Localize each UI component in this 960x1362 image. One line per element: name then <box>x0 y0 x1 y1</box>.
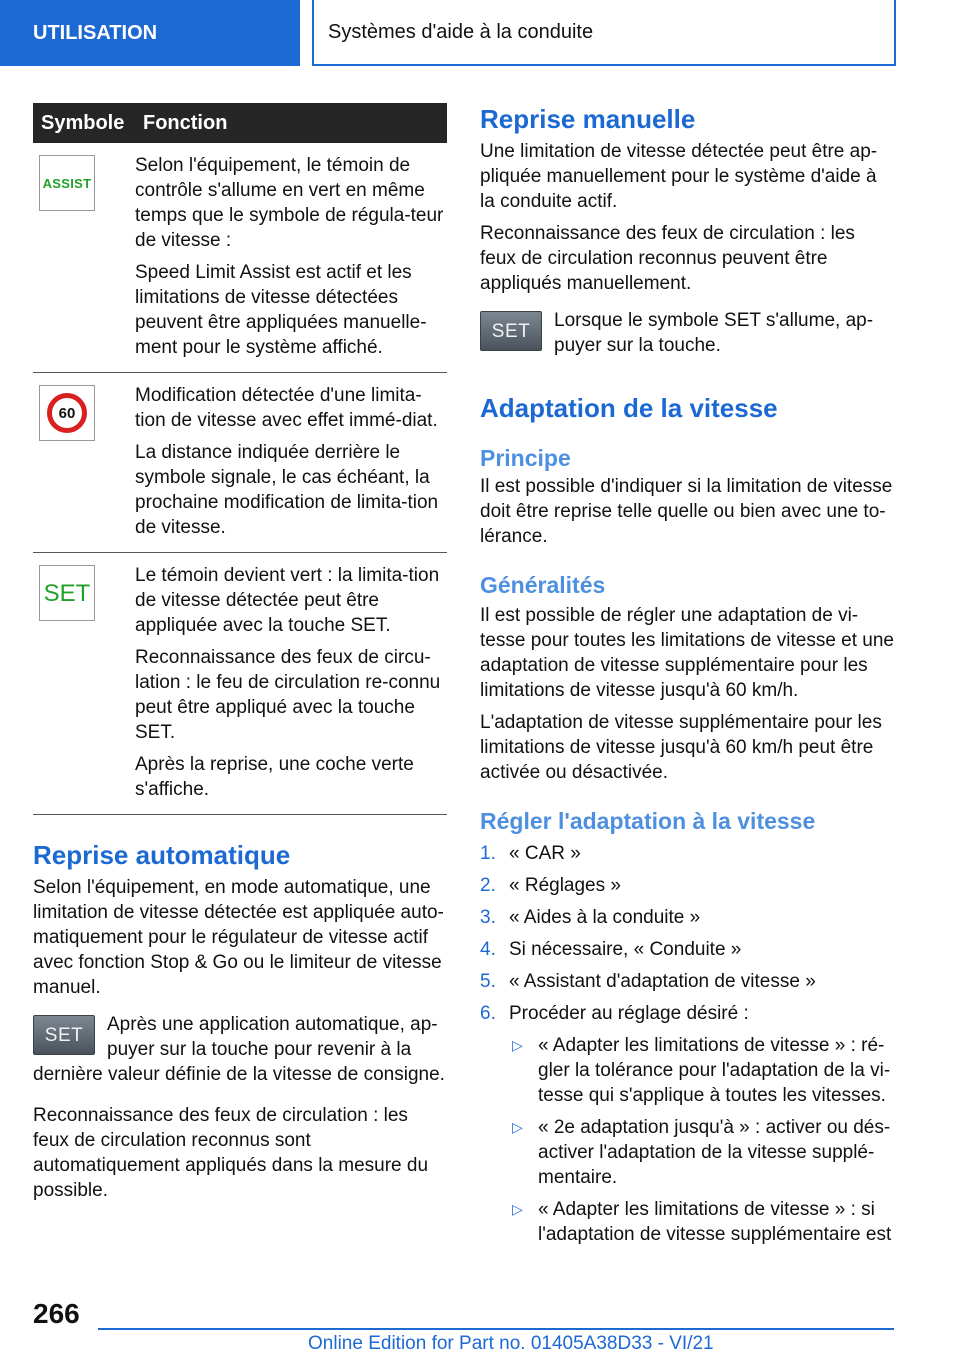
heading-set-adaptation: Régler l'adaptation à la vitesse <box>480 808 816 834</box>
list-item <box>509 1115 894 1190</box>
function-text: Après la reprise, une coche verte s'affiche. <box>135 754 414 800</box>
function-text: Reconnaissance des feux de circu-lation : le feu de circulation re-connu peut être appliqué avec la touche SET. <box>135 647 441 743</box>
symbol-table <box>33 103 447 815</box>
steps-list <box>480 841 894 1247</box>
step-number: 3. <box>480 907 496 928</box>
step-text: « CAR » <box>509 843 581 864</box>
symbol-cell <box>33 373 135 553</box>
step-number: 5. <box>480 971 496 992</box>
list-item <box>480 873 894 898</box>
set-icon-label: SET <box>43 579 91 607</box>
step-text: « Assistant d'adaptation de vitesse » <box>509 971 816 992</box>
section-tab: UTILISATION <box>0 0 300 66</box>
step-text: Procéder au réglage désiré : <box>509 1003 749 1024</box>
function-cell <box>135 373 447 553</box>
substep-text: « Adapter les limitations de vitesse » : ré-gler la tolérance pour l'adaptation de la vi-tesse qui s'applique à toutes les vitesses. <box>538 1035 891 1106</box>
manual-text-2: Reconnaissance des feux de circulation : les feux de circulation reconnus peuvent être appliqués manuellement. <box>480 223 855 294</box>
column-header-symbol: Symbole <box>33 103 135 143</box>
chapter-title: Systèmes d'aide à la conduite <box>312 0 896 66</box>
function-cell <box>135 143 447 373</box>
footer-divider <box>98 1328 894 1330</box>
step-number: 2. <box>480 875 496 896</box>
list-item <box>480 1001 894 1247</box>
step-number: 4. <box>480 939 496 960</box>
table-header-row <box>33 103 447 143</box>
step-text: « Aides à la conduite » <box>509 907 701 928</box>
symbol-cell <box>33 553 135 815</box>
function-text: Speed Limit Assist est actif et les limitations de vitesse détectées peuvent être appliquées manuelle-ment pour le système affiché. <box>135 262 427 358</box>
step-text: Si nécessaire, « Conduite » <box>509 939 742 960</box>
principle-text: Il est possible d'indiquer si la limitation de vitesse doit être reprise telle quelle ou bien avec une to-lérance. <box>480 476 893 547</box>
list-item <box>480 969 894 994</box>
substep-text: « Adapter les limitations de vitesse » : si l'adaptation de vitesse supplémentaire est <box>538 1199 892 1245</box>
list-item <box>480 937 894 962</box>
edition-text: Online Edition for Part no. 01405A38D33 - VI/21 <box>308 1333 714 1354</box>
substeps-list <box>509 1033 894 1247</box>
manual-text-1: Une limitation de vitesse détectée peut être ap-pliquée manuellement pour le système d'aide à la conduite actif. <box>480 141 878 212</box>
set-key-label: SET <box>44 1024 84 1046</box>
auto-traffic-text: Reconnaissance des feux de circulation : les feux de circulation reconnus sont automatiquement appliqués dans la mesure du possible. <box>33 1105 429 1201</box>
auto-key-paragraph <box>33 1012 447 1087</box>
auto-key-text: Après une application automatique, ap-puyer sur la touche pour revenir à la dernière valeur définie de la vitesse de consigne. <box>33 1014 445 1085</box>
manual-key-text: Lorsque le symbole SET s'allume, ap-puyer sur la touche. <box>554 310 874 356</box>
triangle-bullet-icon: ▷ <box>512 1119 523 1135</box>
list-item <box>480 905 894 930</box>
left-column <box>33 103 447 1203</box>
page-header <box>0 0 960 66</box>
heading-principle: Principe <box>480 445 571 471</box>
symbol-cell <box>33 143 135 373</box>
speed-limit-sign <box>47 393 87 433</box>
speed-limit-sign-icon <box>39 385 95 441</box>
set-key-icon <box>480 311 542 351</box>
list-item <box>509 1033 894 1108</box>
step-number: 1. <box>480 843 496 864</box>
triangle-bullet-icon: ▷ <box>512 1201 523 1217</box>
right-column <box>480 103 894 1254</box>
assist-icon-label: ASSIST <box>42 175 92 191</box>
speed-limit-value: 60 <box>58 404 76 422</box>
step-text: « Réglages » <box>509 875 621 896</box>
general-text-2: L'adaptation de vitesse supplémentaire pour les limitations de vitesse jusqu'à 60 km/h peut être activée ou désactivée. <box>480 712 882 783</box>
page-number: 266 <box>33 1298 80 1329</box>
list-item <box>480 841 894 866</box>
auto-intro-text: Selon l'équipement, en mode automatique, une limitation de vitesse détectée est appliquée auto-matiquement pour le régulateur de vitesse actif avec fonction Stop & Go ou le limiteur de vitesse manuel. <box>33 877 444 998</box>
set-key-icon <box>33 1015 95 1055</box>
heading-manual-resume: Reprise manuelle <box>480 104 696 134</box>
manual-key-paragraph <box>480 308 894 358</box>
set-key-label: SET <box>491 320 531 342</box>
assist-indicator-icon <box>39 155 95 211</box>
general-text-1: Il est possible de régler une adaptation de vi-tesse pour toutes les limitations de vitesse et une adaptation de vitesse supplémentaire pour les limitations de vitesse jusqu'à 60 km/h. <box>480 605 895 701</box>
heading-speed-adaptation: Adaptation de la vitesse <box>480 393 778 423</box>
triangle-bullet-icon: ▷ <box>512 1037 523 1053</box>
column-header-function: Fonction <box>135 103 447 143</box>
table-row <box>33 553 447 815</box>
function-text: Le témoin devient vert : la limita-tion de vitesse détectée peut être appliquée avec la touche SET. <box>135 565 440 636</box>
heading-general: Généralités <box>480 572 606 598</box>
set-indicator-icon <box>39 565 95 621</box>
function-text: Modification détectée d'une limita-tion de vitesse avec effet immé-diat. <box>135 385 438 431</box>
table-row <box>33 373 447 553</box>
list-item <box>509 1197 894 1247</box>
step-number: 6. <box>480 1003 496 1024</box>
function-text: La distance indiquée derrière le symbole signale, le cas échéant, la prochaine modification de limita-tion de vitesse. <box>135 442 439 538</box>
function-text: Selon l'équipement, le témoin de contrôle s'allume en vert en même temps que le symbole de régula-teur de vitesse : <box>135 155 444 251</box>
heading-auto-resume: Reprise automatique <box>33 840 291 870</box>
table-row <box>33 143 447 373</box>
substep-text: « 2e adaptation jusqu'à » : activer ou dés-activer l'adaptation de la vitesse supplé-mentaire. <box>538 1117 891 1188</box>
function-cell <box>135 553 447 815</box>
